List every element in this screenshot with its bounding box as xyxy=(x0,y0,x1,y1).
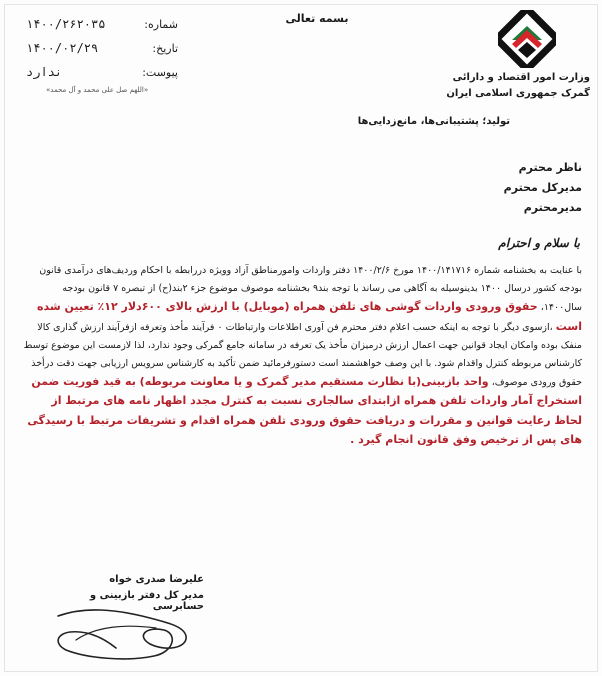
signatory-title: مدیر کل دفتر بازبینی و حسابرسی xyxy=(89,590,204,612)
organization-name xyxy=(430,70,590,102)
salawat-note: «اللهم صل علی محمد و آل محمد» xyxy=(46,86,149,94)
letter-date-label: تاریخ: xyxy=(152,41,178,55)
letter-attachment-row xyxy=(18,60,178,84)
letter-attachment-value: ندارد xyxy=(26,65,63,79)
body-text-1: با عنایت به بخشنامه شماره ۱۴۰۰/۱۴۱۷۱۶ مورخ ۱۴۰۰/۲/۶ دفتر واردات وامورمناطق آزاد وویژه دررابطه با احکام وردیف‌های درآمدی قانون بودجه کشور درسال ۱۴۰۰ بدینوسیله به آگاهی می رساند با توجه بند۹ بخشنامه موصوف موضوع جزء ۲بند(ح) از تبصره ۷ قانون بودجه سال۱۴۰۰، xyxy=(39,265,582,314)
letter-body xyxy=(20,262,582,450)
body-highlight-instruction: واحد بازبینی(با نظارت مستقیم مدیر گمرک و یا معاونت مربوطه) به قید فوریت ضمن استخراج آمار واردات تلفن همراه ازابتدای سالجاری نسبت به کنترل مجدد اظهار نامه های مرتبط از لحاظ رعایت قوانین و مقررات و دریافت حقوق ورودی تلفن همراه اقدام و تشریفات مرتبط با رسیدگی های پس از ترخیص وفق قانون انجام گیرد . xyxy=(27,375,582,446)
letter-metadata xyxy=(18,12,178,84)
body-paragraph xyxy=(20,262,582,450)
body-text-2: ،ازسوی دیگر با توجه به اینکه حسب اعلام دفتر محترم فن آوری اطلاعات وارتباطات ۰ فرآیند مأخذ وتعرفه ازفرآیند ارزش گذاری کالا منفک بوده وامکان ایجاد قوانین جهت اعمال ارزش درمیزان مأخذ یک تعرفه در سامانه جامع گمرکی وجود ندارد، لذا لازمست این موضوع توسط کارشناس مربوطه کنترل واقدام شود. با این وصف خواهشمند است دستورفرمائید ضمن تأکید به کارشناس سرویس ارزیابی جهت دقت درأخذ حقوق ورودی موصوف، xyxy=(23,321,582,389)
letter-date-row xyxy=(18,36,178,60)
recipient-3: مدیرمحترم xyxy=(523,201,582,214)
basmala-heading: بسمه تعالی xyxy=(285,12,349,25)
customs-logo-icon xyxy=(498,10,556,68)
recipient-2: مدیرکل محترم xyxy=(503,181,582,194)
greeting: با سلام و احترام xyxy=(498,236,580,250)
handwritten-signature xyxy=(46,596,202,668)
letter-number-value: ۱۴۰۰/۲۶۲۰۳۵ xyxy=(26,17,106,31)
signatory-name: علیرضا صدری خواه xyxy=(109,574,204,585)
recipient-1: ناظر محترم xyxy=(518,161,582,174)
customs-name: گمرک جمهوری اسلامی ایران xyxy=(446,88,590,99)
letter-attachment-label: پیوست: xyxy=(142,65,178,79)
body-highlight-tariff: حقوق ورودی واردات گوشی های تلفن همراه (موبایل) با ارزش بالای ۶۰۰دلار ۱۲٪ تعیین شده است xyxy=(36,300,582,333)
year-slogan: تولید؛ پشتیبانی‌ها، مانع‌زدایی‌ها xyxy=(357,116,510,127)
ministry-name: وزارت امور اقتصاد و دارائی xyxy=(452,72,590,83)
letter-number-label: شماره: xyxy=(144,17,178,31)
letter-number-row xyxy=(18,12,178,36)
letter-date-value: ۱۴۰۰/۰۲/۲۹ xyxy=(26,41,99,55)
recipients-list xyxy=(400,158,582,218)
